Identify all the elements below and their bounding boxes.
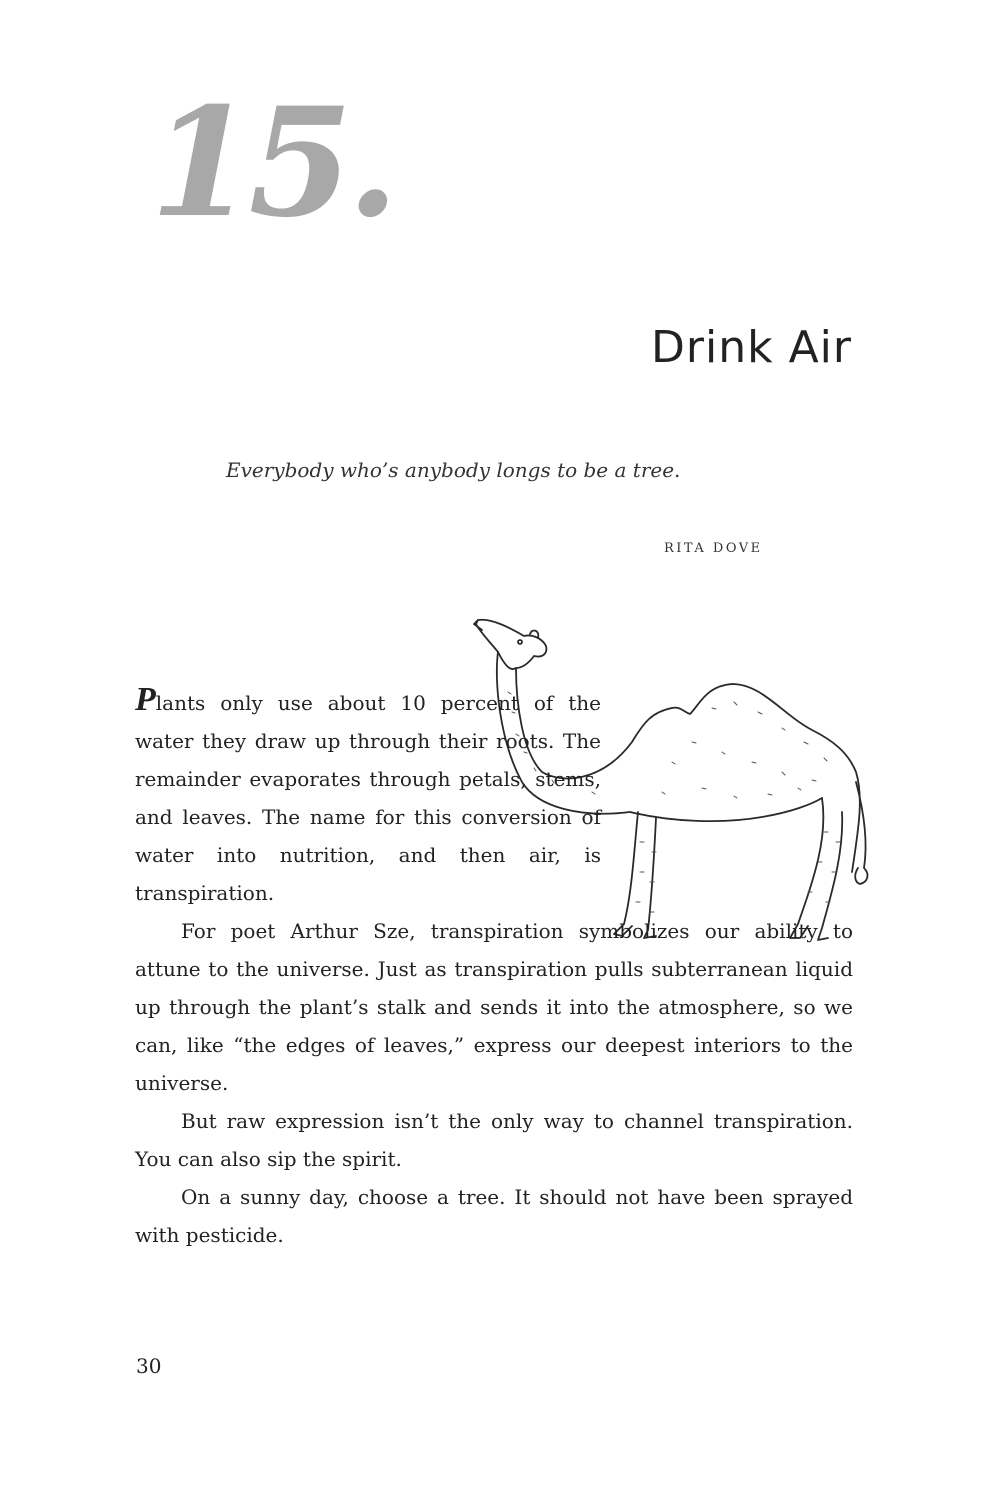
- chapter-number: 15.: [150, 75, 393, 251]
- chapter-title: Drink Air: [651, 322, 852, 373]
- body-paragraph: For poet Arthur Sze, transpiration symbolizes our ability to attune to the universe. Just as transpiration pulls subterranean liquid up through the plant’s stalk and sends it into the atmosphere, so we can, like “the edges of leaves,” express our deepest interiors to the universe.: [135, 919, 853, 1095]
- epigraph-author: RITA DOVE: [664, 541, 763, 556]
- body-paragraph: On a sunny day, choose a tree. It should not have been sprayed with pesticide.: [135, 1185, 853, 1247]
- epigraph-quote: Everybody who’s anybody longs to be a tree.: [226, 458, 681, 482]
- lead-paragraph: [135, 681, 601, 912]
- drop-cap: P: [135, 681, 156, 718]
- page-number: 30: [136, 1354, 162, 1378]
- body-text: [135, 681, 853, 1254]
- lead-paragraph-text: lants only use about 10 percent of the water they draw up through their roots. The remainder evaporates through petals, stems, and leaves. The name for this conversion of water into nutrition, and then air, is transpiration.: [135, 691, 601, 905]
- body-paragraph: But raw expression isn’t the only way to channel transpiration. You can also sip the spirit.: [135, 1109, 853, 1171]
